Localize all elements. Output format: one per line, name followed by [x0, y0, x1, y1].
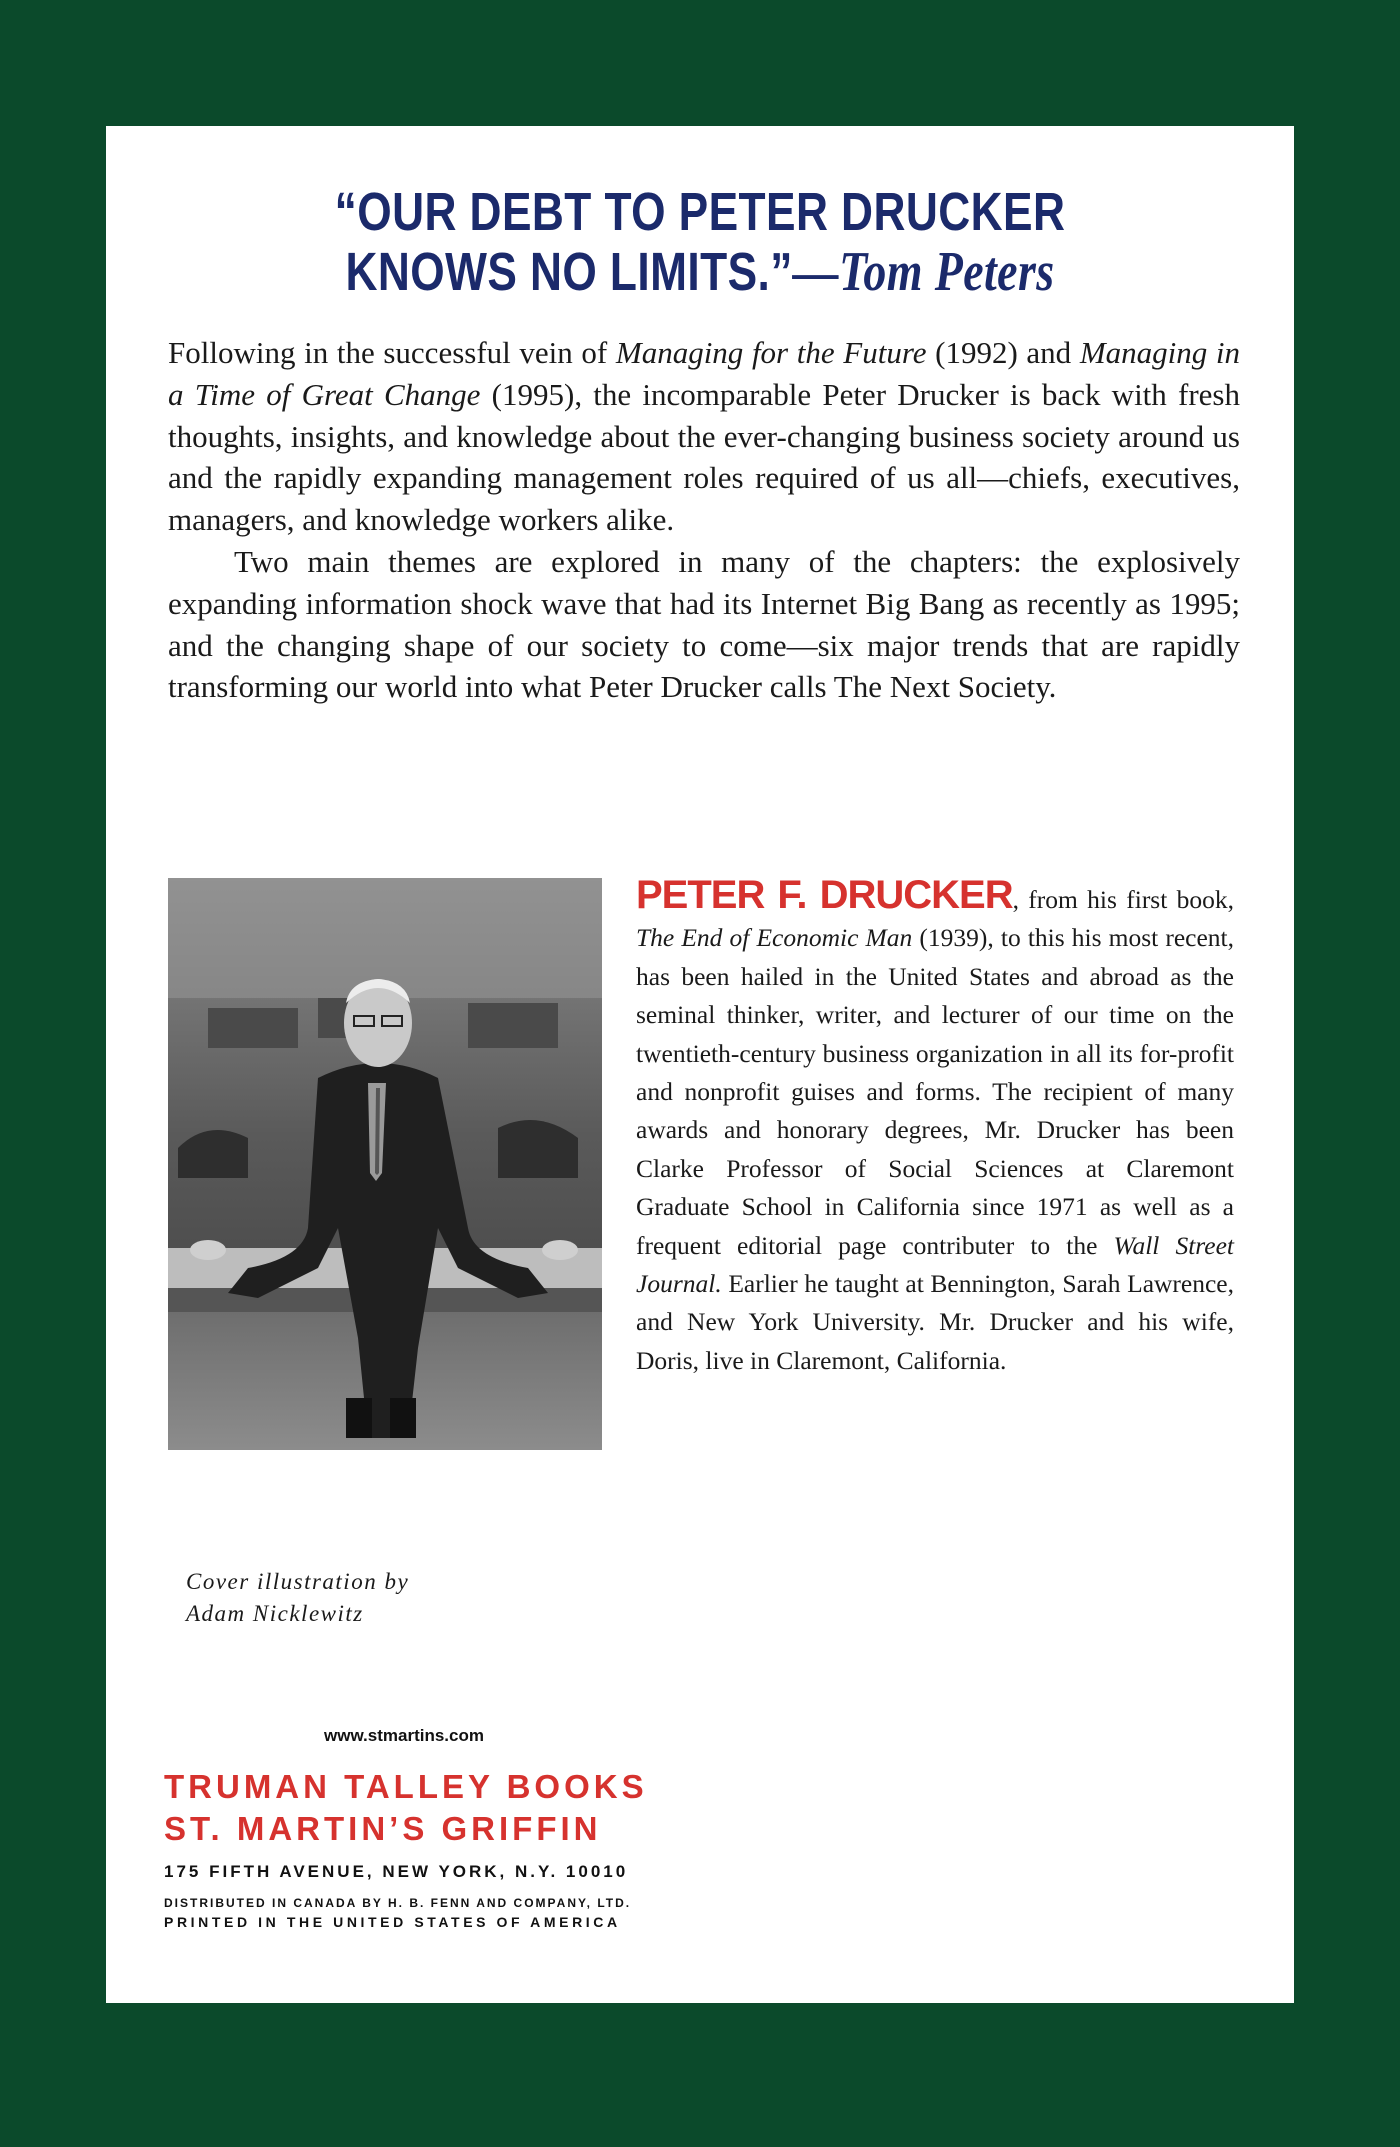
author-name: PETER F. DRUCKER	[636, 873, 1013, 917]
headline-quote	[213, 182, 1187, 302]
intro-text: (1992) and	[926, 335, 1080, 370]
intro-paragraph-2: Two main themes are explored in many of the chapters: the explosively expanding information shock wave that had its Internet Big Bang as recently as 1995; and the changing shape of our society to come—six major trends that are rapidly transforming our world into what Peter Drucker calls The Next Society.	[168, 543, 1240, 705]
back-cover-panel	[106, 126, 1294, 2003]
book-title-great-change: Managing in a Time of Great Change	[168, 335, 1240, 412]
bio-text: (1939), to this his most recent, has been hailed in the United States and abroad as the seminal thinker, writer, and lecturer of our time on the twentieth-century business organization in all its for-profit and nonprofit guises and forms. The recipient of many awards and honorary degrees, Mr. Drucker has been Clarke Professor of Social Sciences at Claremont Graduate School in California since 1971 as well as a frequent editorial page contributer to the	[636, 923, 1234, 1260]
quote-attribution: —Tom Peters	[792, 241, 1055, 303]
intro-text: (1995), the incomparable Peter Drucker is back with fresh thoughts, insights, and knowledge about the ever-changing business society around us and the rapidly expanding management roles required of us all—chiefs, executives, managers, and knowledge workers alike.	[168, 376, 1240, 538]
bio-text: Earlier he taught at Bennington, Sarah Lawrence, and New York University. Mr. Drucker and his wife, Doris, live in Claremont, California.	[636, 1269, 1234, 1375]
imprint-st-martins: ST. MARTIN’S GRIFFIN	[164, 1810, 602, 1847]
author-bio	[636, 873, 1235, 1380]
cover-credit	[186, 1566, 409, 1630]
publication-wsj: Wall Street Journal.	[636, 1230, 1235, 1299]
book-title-end-economic-man: The End of Economic Man	[636, 923, 913, 953]
printed-note: PRINTED IN THE UNITED STATES OF AMERICA	[164, 1914, 621, 1930]
intro-paragraph-1	[168, 332, 1240, 541]
headline-line-2	[213, 242, 1187, 302]
book-title-managing-future: Managing for the Future	[615, 335, 927, 370]
headline-line-1: “OUR DEBT TO PETER DRUCKER	[334, 182, 1066, 242]
distribution-note: DISTRIBUTED IN CANADA BY H. B. FENN AND COMPANY, LTD.	[164, 1896, 632, 1910]
credit-line-1: Cover illustration by	[186, 1569, 410, 1594]
imprint-truman-talley: TRUMAN TALLEY BOOKS	[164, 1768, 648, 1805]
credit-line-2: Adam Nicklewitz	[186, 1601, 364, 1626]
intro-text: Following in the successful vein of	[168, 335, 616, 370]
author-photo	[168, 878, 602, 1450]
publisher-url: www.stmartins.com	[324, 1726, 484, 1745]
intro-blurb	[168, 332, 1240, 708]
bio-text: , from his first book,	[1012, 885, 1235, 914]
publisher-block	[164, 1726, 724, 1930]
author-photo-image	[168, 878, 602, 1450]
headline-line-2-text: KNOWS NO LIMITS.”	[345, 242, 793, 302]
publisher-address: 175 FIFTH AVENUE, NEW YORK, N.Y. 10010	[164, 1862, 629, 1881]
